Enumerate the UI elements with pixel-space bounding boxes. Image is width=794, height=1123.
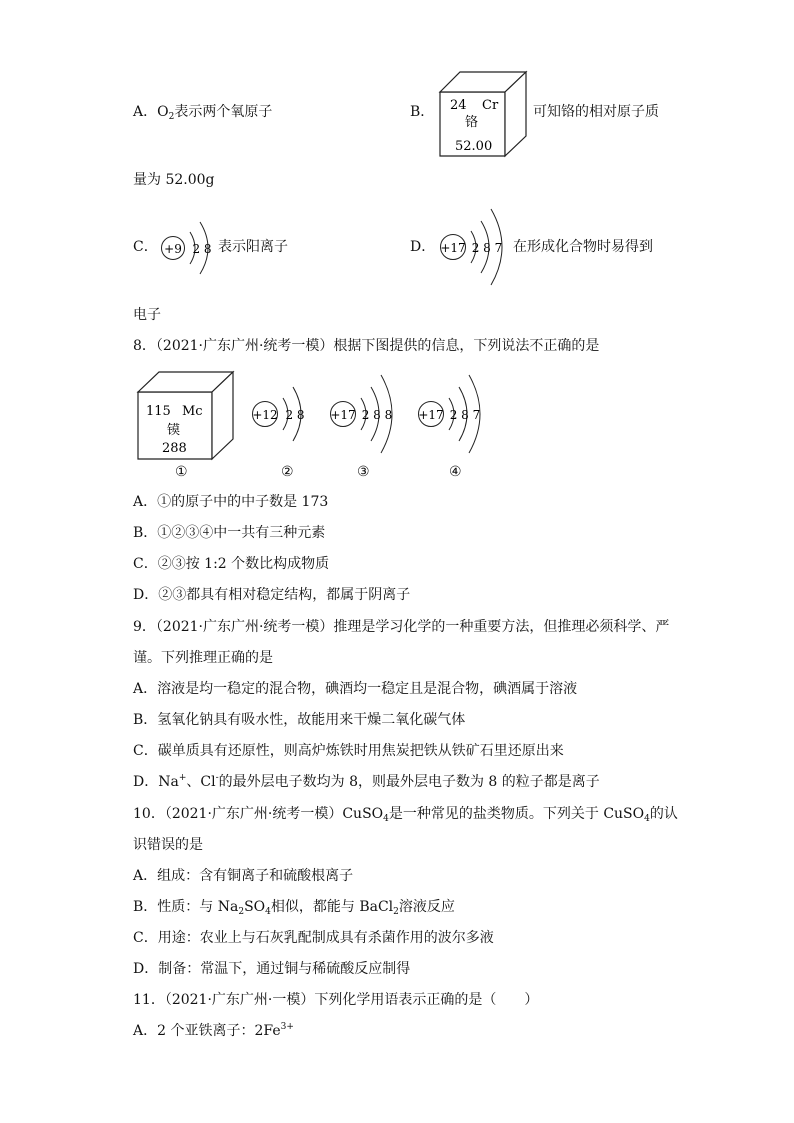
q7-option-b-label: B． <box>410 104 435 120</box>
q7-option-c-text: 表示阳离子 <box>218 239 288 255</box>
q8-option-a: A．①的原子中的中子数是 173 <box>133 494 329 510</box>
q7-option-d-continued: 电子 <box>133 307 161 323</box>
element-number: 115 <box>146 404 171 419</box>
caption-2: ② <box>281 464 294 480</box>
q8-stem: 8．（2021·广东广州·统考一模）根据下图提供的信息，下列说法不正确的是 <box>133 338 600 354</box>
q8-option-c: C．②③按 1:2 个数比构成物质 <box>133 556 330 572</box>
element-mass: 52.00 <box>455 139 493 154</box>
q9-stem-line2: 谨。下列推理正确的是 <box>133 650 273 666</box>
q10-option-b: B．性质：与 $Na_2SO_4$相似，都能与 BaCl$_2$溶液反应 <box>133 899 455 917</box>
element-name: 镆 <box>167 423 181 438</box>
nucleus-charge: +9 <box>164 242 182 256</box>
shell-electrons: 2 8 <box>285 408 305 422</box>
atom-diagram-4 <box>415 366 490 465</box>
caption-4: ④ <box>449 464 462 480</box>
q7-option-b-text: 可知铬的相对原子质 <box>533 104 659 120</box>
caption-3: ③ <box>357 464 370 480</box>
q11-stem: 11．（2021·广东广州·一模）下列化学用语表示正确的是（ ） <box>133 992 539 1008</box>
shell-electrons: 2 8 <box>192 242 212 256</box>
nucleus-charge: +12 <box>252 408 278 422</box>
q7-option-d-label: D． <box>410 239 436 255</box>
moscovium-element-box <box>136 370 236 466</box>
q8-option-b: B．①②③④中一共有三种元素 <box>133 525 326 541</box>
atom-diagram-2 <box>249 374 314 458</box>
q10-stem-line1: 10．（2021·广东广州·统考一模）CuSO$_4$是一种常见的盐类物质。下列关于 CuSO$_4$的认 <box>133 806 678 824</box>
q7-option-b-continued: 量为 52.00g <box>133 172 215 188</box>
fluoride-ion-diagram <box>158 208 218 292</box>
q7-option-d-text: 在形成化合物时易得到 <box>513 239 653 255</box>
element-symbol: Mc <box>182 404 203 419</box>
element-number: 24 <box>450 98 467 113</box>
shell-electrons: 2 8 7 <box>449 408 481 422</box>
q9-option-a: A．溶液是均一稳定的混合物，碘酒均一稳定且是混合物，碘酒属于溶液 <box>133 681 578 697</box>
chlorine-atom-diagram <box>437 200 512 299</box>
q8-option-d: D．②③都具有相对稳定结构，都属于阴离子 <box>133 587 411 603</box>
nucleus-charge: +17 <box>418 408 444 422</box>
q10-option-a: A．组成：含有铜离子和硫酸根离子 <box>133 868 354 884</box>
q10-option-c: C．用途：农业上与石灰乳配制成具有杀菌作用的波尔多液 <box>133 930 494 946</box>
q9-stem-line1: 9．（2021·广东广州·统考一模）推理是学习化学的一种重要方法，但推理必须科学、严 <box>133 619 670 635</box>
caption-1: ① <box>175 464 188 480</box>
chromium-element-box <box>438 70 530 164</box>
element-symbol: Cr <box>482 98 499 113</box>
q11-option-a: A．2 个亚铁离子：$2Fe^{3+}$ <box>133 1022 294 1039</box>
atom-diagram-3 <box>327 366 402 465</box>
element-mass: 288 <box>162 441 187 456</box>
q9-option-b: B．氢氧化钠具有吸水性，故能用来干燥二氧化碳气体 <box>133 712 466 728</box>
element-name: 铬 <box>465 115 479 130</box>
q10-option-d: D．制备：常温下，通过铜与稀硫酸反应制得 <box>133 961 411 977</box>
shell-electrons: 2 8 8 <box>361 408 393 422</box>
nucleus-charge: +17 <box>440 241 466 255</box>
nucleus-charge: +17 <box>330 408 356 422</box>
q9-option-c: C．碳单质具有还原性，则高炉炼铁时用焦炭把铁从铁矿石里还原出来 <box>133 743 564 759</box>
q7-option-c-label: C． <box>133 239 158 255</box>
q9-option-d: D．Na+、Cl-的最外层电子数均为 8，则最外层电子数为 8 的粒子都是离子 <box>133 773 600 790</box>
q10-stem-line2: 识错误的是 <box>133 837 203 853</box>
shell-electrons: 2 8 7 <box>471 241 503 255</box>
q7-option-a: A．$O_2$表示两个氧原子 <box>133 104 273 122</box>
